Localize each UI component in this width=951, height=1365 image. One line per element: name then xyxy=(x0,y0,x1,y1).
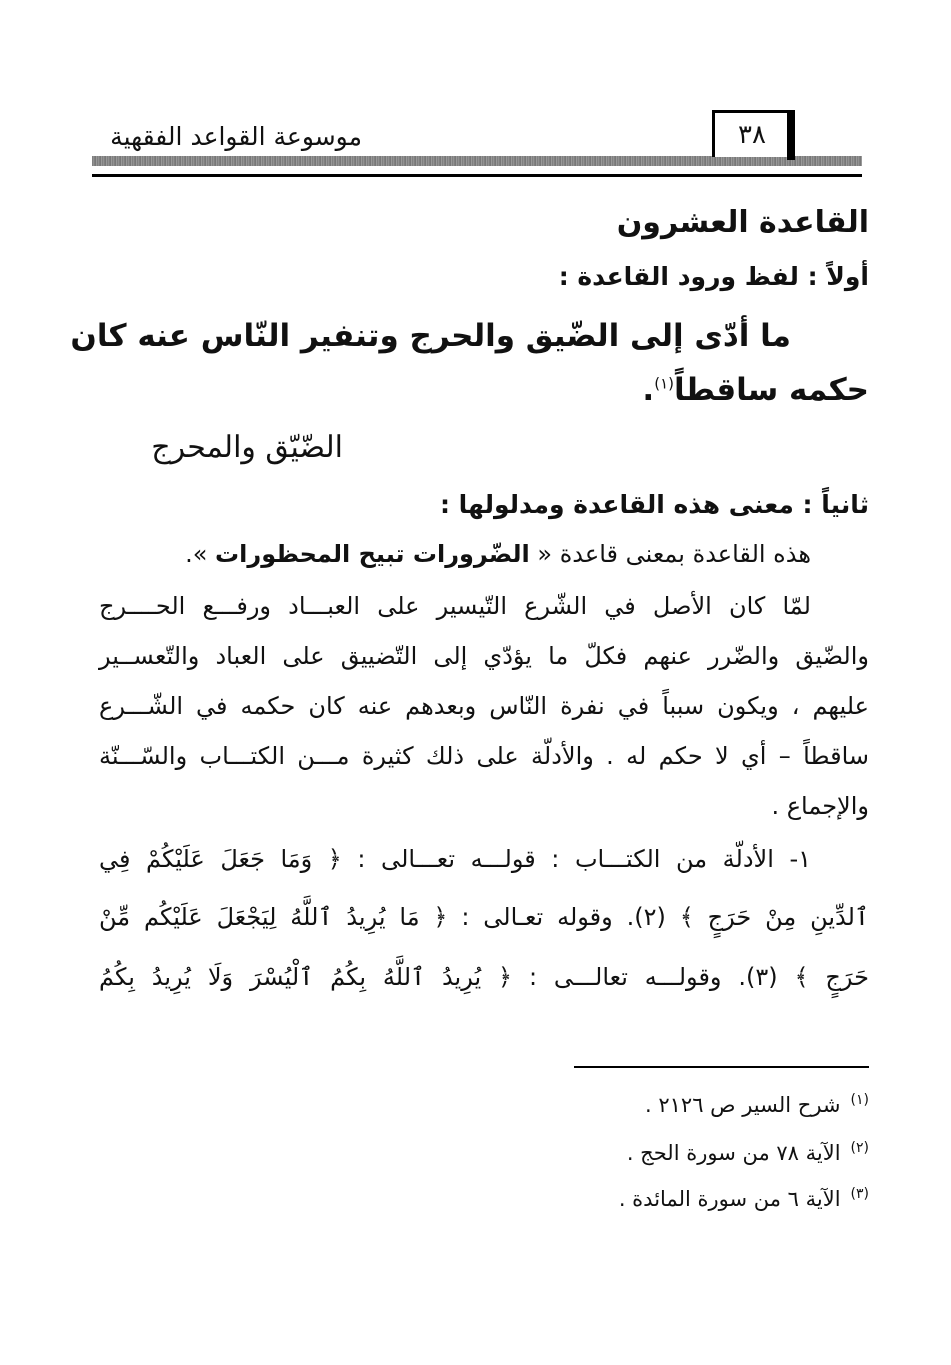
paragraph-1-prefix: هذه القاعدة بمعنى قاعدة « xyxy=(537,540,811,568)
calligraphic-phrase: الضّيّق والمحرج xyxy=(151,430,343,465)
section-heading-meaning: ثانياً : معنى هذه القاعدة ومدلولها : xyxy=(439,490,869,519)
paragraph-2-line: والضّيق والضّرر عنهم فكلّ ما يؤدّي إلى التّضييق على العباد والتّعســير xyxy=(99,642,869,670)
footnote-number: (١) xyxy=(850,1092,869,1108)
maxim-text: حكمه ساقطاً xyxy=(673,372,869,408)
paragraph-2-line: والإجماع . xyxy=(771,792,869,820)
footnote-text: الآية ٦ من سورة المائدة . xyxy=(618,1187,841,1211)
page-number: ٣٨ xyxy=(712,110,792,157)
page-number-bar xyxy=(787,110,795,160)
maxim-line-1: ما أدّى إلى الضّيق والحرج وتنفير النّاس عنه كان xyxy=(70,318,791,354)
evidence-line: ١- الأدلّة من الكتـــاب : قولـــه تعـــالى : ﴿ وَمَا جَعَلَ عَلَيْكُمْ فِي xyxy=(99,845,811,873)
footnote-2 xyxy=(627,1140,869,1165)
paragraph-2-line: ساقطاً – أي لا حكم له . والأدلّة على ذلك كثيرة مـــن الكتـــاب والسّـــنّة xyxy=(99,742,869,770)
footnote-separator xyxy=(574,1066,869,1068)
footnote-text: شرح السير ص ٢١٢٦ . xyxy=(645,1093,841,1117)
footnote-3 xyxy=(619,1186,869,1211)
maxim-footnote-ref: (١) xyxy=(654,374,674,393)
running-header xyxy=(92,110,862,180)
evidence-line: ٱلدِّينِ مِنْ حَرَجٍ ﴾ (٢). وقوله تعـالى : ﴿ مَا يُرِيدُ ٱللَّهُ لِيَجْعَلَ عَلَيْكُم مِّنْ xyxy=(99,903,869,931)
maxim-line-2 xyxy=(642,372,869,408)
footnote-number: (٣) xyxy=(850,1186,869,1202)
footnote-number: (٢) xyxy=(850,1140,869,1156)
evidence-line: حَرَجٍ ﴾ (٣). وقولـــه تعالـــى : ﴿ يُرِيدُ ٱللَّهُ بِكُمُ ٱلْيُسْرَ وَلَا يُرِيدُ بِكُمُ xyxy=(99,963,870,991)
paragraph-2-line: عليهم ، ويكون سبباً في نفرة النّاس وبعدهم عنه كان حكمه في الشّـــرع xyxy=(99,692,869,720)
header-ornament-band xyxy=(92,156,862,166)
footnote-1 xyxy=(645,1092,869,1117)
paragraph-1-bold: الضّرورات تبيح المحظورات xyxy=(215,540,530,568)
paragraph-1 xyxy=(185,540,811,568)
header-rule xyxy=(92,174,862,177)
book-title: موسوعة القواعد الفقهية xyxy=(110,122,362,151)
rule-title: القاعدة العشرون xyxy=(616,205,869,240)
paragraph-1-suffix: ». xyxy=(185,540,208,568)
section-heading-wording: أولاً : لفظ ورود القاعدة : xyxy=(558,262,869,291)
maxim-end: . xyxy=(642,372,655,408)
paragraph-2-line: لمّا كان الأصل في الشّرع التّيسير على العبـــاد ورفـــع الحــــرج xyxy=(99,592,811,620)
footnote-text: الآية ٧٨ من سورة الحج . xyxy=(626,1141,841,1165)
